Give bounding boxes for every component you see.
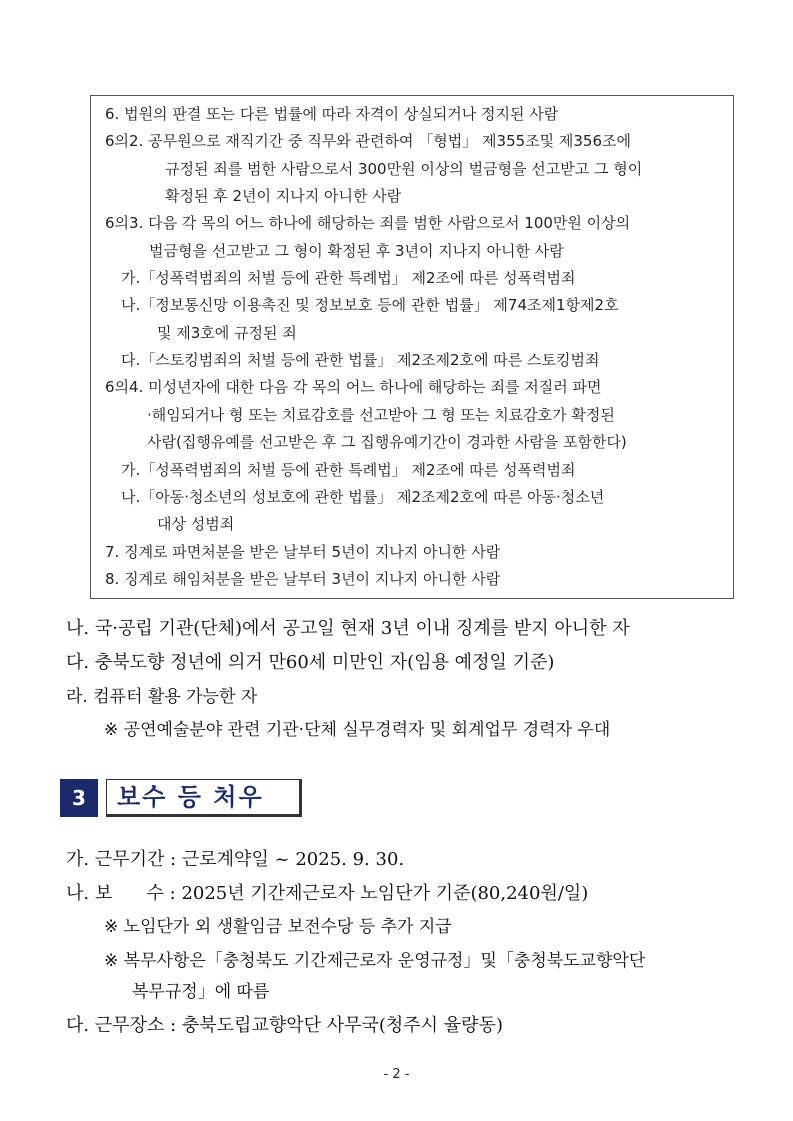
- box-line: 6의4. 미성년자에 대한 다음 각 목의 어느 하나에 해당하는 죄를 저질러 파면: [105, 378, 602, 396]
- box-line: 확정된 후 2년이 지나지 아니한 사람: [165, 187, 402, 205]
- section-title: 보수 등 처우: [106, 779, 302, 817]
- box-line: 나.「아동·청소년의 성보호에 관한 법률」 제2조제2호에 따른 아동·청소년: [121, 488, 605, 506]
- service-rules-note-cont: 복무규정」에 따름: [132, 982, 270, 1002]
- box-line: 가.「성폭력범죄의 처벌 등에 관한 특례법」 제2조에 따른 성폭력범죄: [121, 269, 576, 287]
- box-line: 대상 성범죄: [157, 515, 235, 533]
- box-line: ·해임되거나 형 또는 치료감호를 선고받아 그 형 또는 치료감호가 확정된: [147, 406, 615, 424]
- box-line: 6의3. 다음 각 목의 어느 하나에 해당하는 죄를 범한 사람으로서 100만원 이상의: [105, 214, 631, 232]
- disqualification-box: [90, 95, 734, 599]
- service-rules-note: ※ 복무사항은「충청북도 기간제근로자 운영규정」및「충청북도교향악단: [104, 951, 646, 971]
- box-line: 및 제3호에 규정된 죄: [157, 324, 297, 342]
- requirement-da: 다. 충북도향 정년에 의거 만60세 미만인 자(임용 예정일 기준): [66, 652, 555, 673]
- requirement-na: 나. 국·공립 기관(단체)에서 공고일 현재 3년 이내 징계를 받지 아니한 자: [66, 618, 630, 639]
- preference-note: ※ 공연예술분야 관련 기관·단체 실무경력자 및 회계업무 경력자 우대: [104, 720, 611, 740]
- box-line: 8. 징계로 해임처분을 받은 날부터 3년이 지나지 아니한 사람: [105, 570, 501, 588]
- box-line: 나.「정보통신망 이용촉진 및 정보보호 등에 관한 법률」 제74조제1항제2호: [121, 296, 619, 314]
- section-number-badge: 3: [60, 779, 98, 817]
- box-line: 벌금형을 선고받고 그 형이 확정된 후 3년이 지나지 아니한 사람: [149, 242, 564, 260]
- box-line: 가.「성폭력범죄의 처벌 등에 관한 특례법」 제2조에 따른 성폭력범죄: [121, 461, 576, 479]
- box-line: 사람(집행유예를 선고받은 후 그 집행유예기간이 경과한 사람을 포함한다): [147, 433, 627, 451]
- box-line: 6의2. 공무원으로 재직기간 중 직무와 관련하여 「형법」 제355조및 제356조에: [105, 132, 632, 150]
- salary: 나. 보 수 : 2025년 기간제근로자 노임단가 기준(80,240원/일): [66, 883, 589, 904]
- box-line: 6. 법원의 판결 또는 다른 법률에 따라 자격이 상실되거나 정지된 사람: [105, 105, 559, 123]
- box-line: 다.「스토킹범죄의 처벌 등에 관한 법률」 제2조제2호에 따른 스토킹범죄: [121, 351, 600, 369]
- requirement-ra: 라. 컴퓨터 활용 가능한 자: [66, 687, 258, 707]
- box-line: 규정된 죄를 범한 사람으로서 300만원 이상의 벌금형을 선고받고 그 형이: [165, 160, 643, 178]
- work-period: 가. 근무기간 : 근로계약일 ~ 2025. 9. 30.: [66, 849, 405, 870]
- salary-note: ※ 노임단가 외 생활임금 보전수당 등 추가 지급: [104, 917, 452, 937]
- page-number: - 2 -: [383, 1067, 410, 1082]
- workplace: 다. 근무장소 : 충북도립교향악단 사무국(청주시 율량동): [66, 1015, 503, 1036]
- box-line: 7. 징계로 파면처분을 받은 날부터 5년이 지나지 아니한 사람: [105, 543, 501, 561]
